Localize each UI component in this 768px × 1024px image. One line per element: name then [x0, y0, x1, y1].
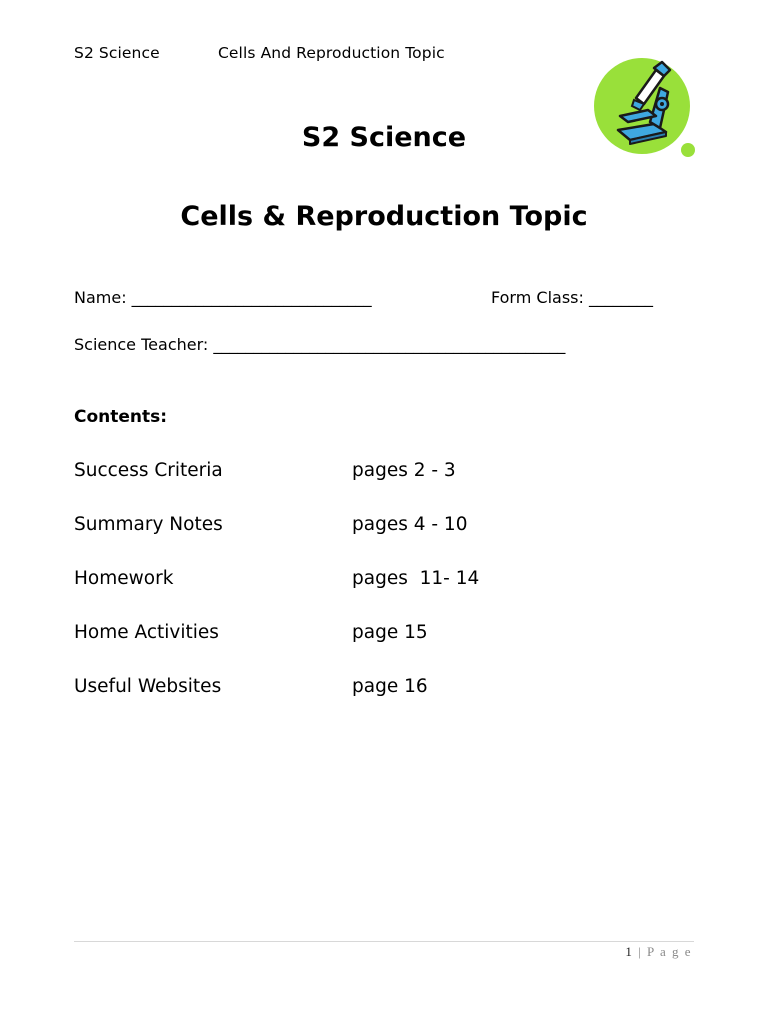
- contents-item-label: Homework: [74, 568, 174, 589]
- footer-divider: [74, 941, 694, 942]
- page-title: S2 Science: [301, 122, 467, 153]
- contents-item-pages: page 15: [352, 622, 428, 643]
- header-course: S2 Science: [74, 44, 160, 62]
- contents-item: [74, 460, 674, 488]
- contents-item: [74, 622, 674, 650]
- contents-item-label: Home Activities: [74, 622, 219, 643]
- name-field: Name: ______________________________: [74, 288, 372, 307]
- page-word: P a g e: [646, 944, 692, 959]
- contents-item: [74, 568, 674, 596]
- page-number: [625, 944, 692, 960]
- page-number-separator: |: [638, 944, 643, 959]
- page-number-value: 1: [625, 944, 634, 959]
- contents-item-pages: page 16: [352, 676, 428, 697]
- page-subtitle: Cells & Reproduction Topic: [180, 201, 588, 232]
- contents-item-label: Useful Websites: [74, 676, 222, 697]
- science-teacher-field: Science Teacher: ____________________________________________: [74, 335, 566, 354]
- form-class-field: Form Class: ________: [491, 288, 653, 307]
- contents-item-pages: pages 11- 14: [352, 568, 480, 589]
- contents-item: [74, 514, 674, 542]
- contents-heading: Contents:: [74, 407, 168, 427]
- contents-item-label: Success Criteria: [74, 460, 223, 481]
- contents-item-pages: pages 2 - 3: [352, 460, 456, 481]
- contents-item-label: Summary Notes: [74, 514, 223, 535]
- contents-item: [74, 676, 674, 704]
- header-topic: Cells And Reproduction Topic: [218, 44, 445, 62]
- contents-item-pages: pages 4 - 10: [352, 514, 468, 535]
